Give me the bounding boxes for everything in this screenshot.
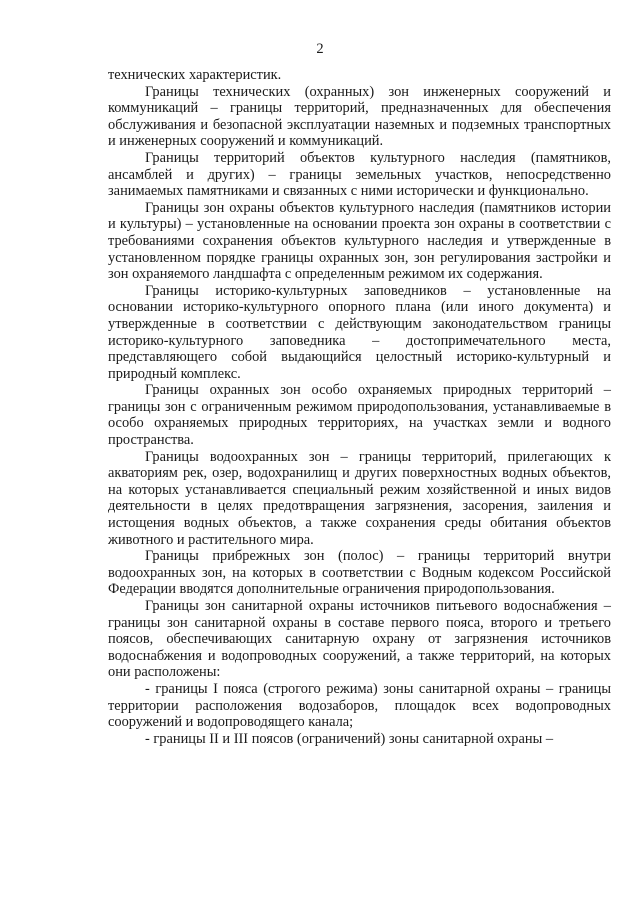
paragraph-technical-zones: Границы технических (охранных) зон инженерных сооружений и коммуникаций – границы территорий, предназначенных для обеспечения обслуживания и безопасной эксплуатации наземных и подземных транспортных и инженерных сооружений и коммуникаций. [108, 83, 611, 150]
paragraph-natural-territories-zones: Границы охранных зон особо охраняемых природных территорий – границы зон с ограниченным режимом природопользования, устанавливаемые в особо охраняемых природных территориях, на участках земли и водного пространства. [108, 382, 611, 449]
list-item-belt-1: - границы I пояса (строгого режима) зоны санитарной охраны – границы территории расположения водозаборов, площадок всех водопроводных сооружений и водопроводящего канала; [108, 680, 611, 731]
paragraph-continuation: технических характеристик. [108, 67, 282, 83]
document-body [108, 67, 611, 747]
paragraph-coastal-zones: Границы прибрежных зон (полос) – границы территорий внутри водоохранных зон, на которых в соответствии с Водным кодексом Российской Федерации вводятся дополнительные ограничения природопользования. [108, 548, 611, 598]
list-item-belt-2-3: - границы II и III поясов (ограничений) зоны санитарной охраны – [145, 730, 554, 747]
paragraph-cultural-heritage-territories: Границы территорий объектов культурного наследия (памятников, ансамблей и других) – границы земельных участков, непосредственно занимаемых памятниками и связанных с ними исторически и функционально. [108, 149, 611, 200]
paragraph-water-protection-zones: Границы водоохранных зон – границы территорий, прилегающих к акваториям рек, озер, водохранилищ и других поверхностных водных объектов, на которых устанавливается специальный режим хозяйственной и иных видов деятельности в целях предотвращения загрязнения, засорения, заиления и истощения водных объектов, а также сохранения среды обитания объектов животного и растительного мира. [108, 448, 611, 548]
paragraph-historical-reserves: Границы историко-культурных заповедников – установленные на основании историко-культурного опорного плана (или иного документа) и утвержденные в соответствии с действующим законодательством границы историко-культурного заповедника – достопримечательного места, представляющего собой выдающийся целостный историко-культурный и природный комплекс. [108, 282, 611, 382]
page-number: 2 [316, 41, 324, 57]
paragraph-cultural-heritage-protection-zones: Границы зон охраны объектов культурного наследия (памятников истории и культуры) – установленные на основании проекта зон охраны в соответствии с требованиями сохранения объектов культурного наследия и утвержденные в установленном порядке границы охранных зон, зон регулирования застройки и зон охраняемого ландшафта с определенным режимом их содержания. [108, 199, 611, 283]
paragraph-sanitary-protection-zones: Границы зон санитарной охраны источников питьевого водоснабжения – границы зон санитарной охраны в составе первого пояса, второго и третьего поясов, обеспечивающих санитарную охрану от загрязнения источников водоснабжения и водопроводных сооружений, а также территорий, на которых они расположены: [108, 598, 611, 681]
